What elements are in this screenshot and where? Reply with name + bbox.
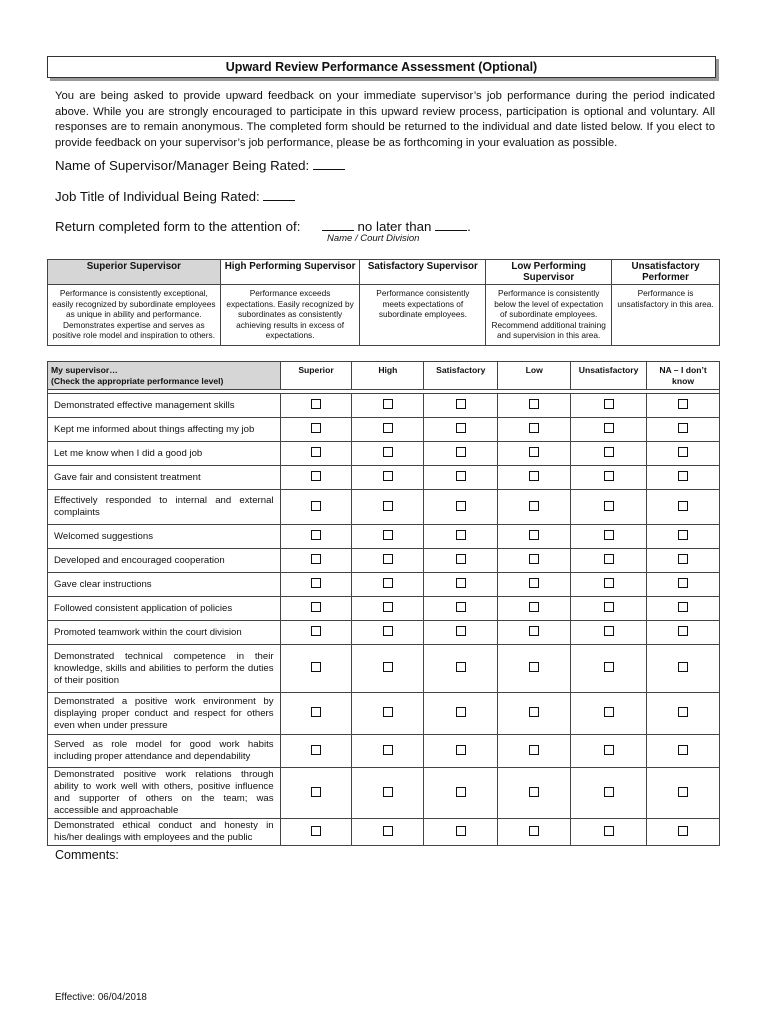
- rating-cell: [352, 418, 424, 442]
- rating-checkbox[interactable]: [311, 826, 321, 836]
- rating-checkbox[interactable]: [604, 662, 614, 672]
- return-to-label: Return completed form to the attention of:: [55, 219, 301, 234]
- job-title-blank[interactable]: [263, 189, 295, 201]
- table-row: [48, 394, 720, 418]
- rating-checkbox[interactable]: [604, 423, 614, 433]
- rating-cell: [352, 490, 424, 525]
- rating-cell: [280, 418, 352, 442]
- rating-cell: [647, 597, 720, 621]
- rating-cell: [352, 573, 424, 597]
- rating-cell: [498, 597, 571, 621]
- no-later-than-label: no later than: [357, 219, 432, 234]
- rating-cell: [352, 549, 424, 573]
- rating-checkbox[interactable]: [311, 707, 321, 717]
- rating-checkbox[interactable]: [383, 447, 393, 457]
- rating-checkbox[interactable]: [529, 662, 539, 672]
- rating-cell: [498, 645, 571, 693]
- rating-cell: [498, 768, 571, 819]
- job-title-label: Job Title of Individual Being Rated:: [55, 189, 260, 204]
- rating-checkbox[interactable]: [311, 447, 321, 457]
- rating-cell: [571, 394, 647, 418]
- rating-item-label: Effectively responded to internal and external complaints: [48, 490, 281, 525]
- table-row: [48, 490, 720, 525]
- rating-checkbox[interactable]: [311, 602, 321, 612]
- rating-item-label: Demonstrated positive work relations through ability to work well with others, positive influence and supporter of others on the team; was accessible and approachable: [48, 768, 281, 819]
- rating-checkbox[interactable]: [604, 745, 614, 755]
- rating-cell: [280, 645, 352, 693]
- rating-item-label: Let me know when I did a good job: [48, 442, 281, 466]
- rating-cell: [280, 621, 352, 645]
- rating-checkbox[interactable]: [456, 826, 466, 836]
- table-row: [48, 645, 720, 693]
- rating-checkbox[interactable]: [678, 471, 688, 481]
- rating-header-prompt: [48, 362, 281, 390]
- rating-cell: [280, 573, 352, 597]
- rating-cell: [424, 735, 498, 768]
- rating-cell: [647, 819, 720, 846]
- rating-cell: [571, 819, 647, 846]
- table-row: [48, 693, 720, 735]
- rating-checkbox[interactable]: [604, 501, 614, 511]
- rating-checkbox[interactable]: [456, 501, 466, 511]
- rating-cell: [424, 466, 498, 490]
- rating-checkbox[interactable]: [456, 554, 466, 564]
- form-title: Upward Review Performance Assessment (Optional): [47, 56, 716, 78]
- rating-checkbox[interactable]: [604, 626, 614, 636]
- rating-cell: [280, 525, 352, 549]
- rating-cell: [424, 819, 498, 846]
- rating-cell: [352, 466, 424, 490]
- rating-checkbox[interactable]: [604, 826, 614, 836]
- rating-checkbox[interactable]: [678, 787, 688, 797]
- rating-cell: [571, 573, 647, 597]
- rating-cell: [352, 525, 424, 549]
- rating-checkbox[interactable]: [529, 447, 539, 457]
- rating-cell: [352, 735, 424, 768]
- rating-checkbox[interactable]: [678, 602, 688, 612]
- rating-checkbox[interactable]: [383, 554, 393, 564]
- rating-column-1: High: [352, 362, 424, 390]
- rating-cell: [424, 442, 498, 466]
- rating-cell: [352, 394, 424, 418]
- rating-cell: [498, 573, 571, 597]
- rating-checkbox[interactable]: [678, 399, 688, 409]
- rating-cell: [424, 394, 498, 418]
- rating-checkbox[interactable]: [529, 423, 539, 433]
- rating-cell: [647, 573, 720, 597]
- rating-cell: [498, 418, 571, 442]
- rating-checkbox[interactable]: [383, 399, 393, 409]
- rating-checkbox[interactable]: [383, 626, 393, 636]
- rating-table: [47, 361, 720, 846]
- rating-checkbox[interactable]: [383, 471, 393, 481]
- rating-checkbox[interactable]: [529, 602, 539, 612]
- rating-header-line2: (Check the appropriate performance level): [51, 375, 224, 386]
- rating-checkbox[interactable]: [311, 662, 321, 672]
- rating-cell: [498, 442, 571, 466]
- rating-checkbox[interactable]: [311, 745, 321, 755]
- rating-cell: [571, 693, 647, 735]
- rating-checkbox[interactable]: [678, 447, 688, 457]
- rating-cell: [571, 525, 647, 549]
- rating-checkbox[interactable]: [383, 501, 393, 511]
- rating-checkbox[interactable]: [456, 447, 466, 457]
- table-row: [48, 549, 720, 573]
- rating-checkbox[interactable]: [529, 554, 539, 564]
- legend-header-1: High Performing Supervisor: [220, 260, 360, 285]
- rating-checkbox[interactable]: [456, 530, 466, 540]
- rating-item-label: Gave fair and consistent treatment: [48, 466, 281, 490]
- rating-checkbox[interactable]: [456, 423, 466, 433]
- rating-cell: [424, 597, 498, 621]
- rating-checkbox[interactable]: [456, 745, 466, 755]
- comments-label: Comments:: [55, 848, 119, 862]
- rating-cell: [647, 394, 720, 418]
- return-to-row: [55, 219, 471, 234]
- rating-checkbox[interactable]: [456, 787, 466, 797]
- rating-item-label: Promoted teamwork within the court division: [48, 621, 281, 645]
- return-sublabel: Name / Court Division: [327, 233, 420, 244]
- table-row: [48, 466, 720, 490]
- rating-checkbox[interactable]: [678, 745, 688, 755]
- rating-item-label: Kept me informed about things affecting my job: [48, 418, 281, 442]
- rating-item-label: Developed and encouraged cooperation: [48, 549, 281, 573]
- rating-cell: [280, 442, 352, 466]
- rating-cell: [498, 549, 571, 573]
- rating-checkbox[interactable]: [311, 530, 321, 540]
- rating-checkbox[interactable]: [311, 554, 321, 564]
- rating-checkbox[interactable]: [456, 471, 466, 481]
- rating-checkbox[interactable]: [529, 530, 539, 540]
- rating-column-5: NA – I don’t know: [647, 362, 720, 390]
- rating-cell: [647, 549, 720, 573]
- rating-cell: [647, 466, 720, 490]
- rating-checkbox[interactable]: [678, 662, 688, 672]
- rating-header-line1: My supervisor…: [51, 365, 118, 375]
- rating-cell: [280, 490, 352, 525]
- rating-cell: [571, 597, 647, 621]
- rating-cell: [352, 693, 424, 735]
- rating-checkbox[interactable]: [604, 554, 614, 564]
- rating-checkbox[interactable]: [678, 501, 688, 511]
- rating-legend-table: [47, 259, 720, 346]
- table-row: [48, 621, 720, 645]
- rating-checkbox[interactable]: [456, 399, 466, 409]
- table-row: [48, 442, 720, 466]
- rating-checkbox[interactable]: [678, 578, 688, 588]
- rating-cell: [571, 735, 647, 768]
- rating-checkbox[interactable]: [604, 471, 614, 481]
- rating-cell: [424, 573, 498, 597]
- rating-item-label: Welcomed suggestions: [48, 525, 281, 549]
- rating-cell: [498, 466, 571, 490]
- rating-item-label: Demonstrated effective management skills: [48, 394, 281, 418]
- rating-cell: [571, 768, 647, 819]
- rating-checkbox[interactable]: [311, 471, 321, 481]
- rating-cell: [280, 549, 352, 573]
- job-title-row: [55, 189, 295, 204]
- rating-cell: [647, 442, 720, 466]
- rating-cell: [352, 597, 424, 621]
- rating-cell: [352, 442, 424, 466]
- rating-cell: [571, 466, 647, 490]
- rating-checkbox[interactable]: [311, 399, 321, 409]
- rating-cell: [647, 693, 720, 735]
- rating-checkbox[interactable]: [604, 787, 614, 797]
- rating-checkbox[interactable]: [678, 626, 688, 636]
- rating-cell: [280, 819, 352, 846]
- rating-checkbox[interactable]: [383, 826, 393, 836]
- rating-cell: [280, 466, 352, 490]
- table-row: [48, 418, 720, 442]
- rating-checkbox[interactable]: [678, 826, 688, 836]
- legend-header-3: Low Performing Supervisor: [486, 260, 612, 285]
- rating-cell: [424, 693, 498, 735]
- rating-cell: [498, 490, 571, 525]
- legend-header-2: Satisfactory Supervisor: [360, 260, 486, 285]
- rating-cell: [647, 768, 720, 819]
- rating-checkbox[interactable]: [456, 578, 466, 588]
- rating-cell: [424, 621, 498, 645]
- legend-description-0: Performance is consistently exceptional, easily recognized by subordinate employees as unique in ability and performance. Demonstrates expertise and serves as positive role model and inspiration to others.: [48, 285, 221, 346]
- return-to-blank[interactable]: [322, 219, 354, 231]
- rating-cell: [571, 549, 647, 573]
- rating-checkbox[interactable]: [311, 626, 321, 636]
- table-row: [48, 597, 720, 621]
- rating-cell: [424, 645, 498, 693]
- rating-checkbox[interactable]: [529, 501, 539, 511]
- rating-checkbox[interactable]: [456, 707, 466, 717]
- rating-item-label: Demonstrated ethical conduct and honesty in his/her dealings with employees and the public: [48, 819, 281, 846]
- rating-cell: [352, 621, 424, 645]
- rating-checkbox[interactable]: [383, 662, 393, 672]
- supervisor-name-label: Name of Supervisor/Manager Being Rated:: [55, 158, 310, 173]
- legend-description-1: Performance exceeds expectations. Easily recognized by subordinates as consistently achieving results in excess of expectations.: [220, 285, 360, 346]
- table-row: [48, 573, 720, 597]
- rating-cell: [280, 693, 352, 735]
- table-row: [48, 525, 720, 549]
- rating-checkbox[interactable]: [678, 707, 688, 717]
- intro-paragraph: You are being asked to provide upward feedback on your immediate supervisor’s job performance during the period indicated above. While you are strongly encouraged to participate in this upward review process, participation is optional and voluntary. All responses are to remain anonymous. The completed form should be returned to the individual and date listed below. If you elect to provide feedback on your supervisor’s job performance, please be as forthcoming in your evaluation as possible.: [55, 90, 715, 149]
- rating-cell: [424, 768, 498, 819]
- rating-checkbox[interactable]: [604, 578, 614, 588]
- rating-checkbox[interactable]: [604, 447, 614, 457]
- rating-cell: [498, 735, 571, 768]
- rating-checkbox[interactable]: [383, 602, 393, 612]
- rating-cell: [280, 394, 352, 418]
- rating-checkbox[interactable]: [383, 530, 393, 540]
- rating-checkbox[interactable]: [678, 530, 688, 540]
- rating-checkbox[interactable]: [311, 423, 321, 433]
- rating-checkbox[interactable]: [529, 471, 539, 481]
- supervisor-name-row: [55, 158, 345, 173]
- rating-cell: [498, 621, 571, 645]
- rating-item-label: Served as role model for good work habits including proper attendance and dependability: [48, 735, 281, 768]
- rating-checkbox[interactable]: [529, 578, 539, 588]
- rating-cell: [280, 768, 352, 819]
- legend-description-4: Performance is unsatisfactory in this area.: [612, 285, 720, 346]
- rating-cell: [280, 597, 352, 621]
- rating-checkbox[interactable]: [456, 662, 466, 672]
- legend-description-3: Performance is consistently below the level of expectation of subordinate employees. Recommend additional training and supervision in this area.: [486, 285, 612, 346]
- rating-cell: [424, 549, 498, 573]
- rating-checkbox[interactable]: [604, 530, 614, 540]
- rating-cell: [352, 768, 424, 819]
- rating-checkbox[interactable]: [529, 399, 539, 409]
- rating-checkbox[interactable]: [383, 707, 393, 717]
- rating-cell: [571, 621, 647, 645]
- period-mark: .: [467, 219, 471, 234]
- rating-cell: [424, 525, 498, 549]
- rating-cell: [571, 418, 647, 442]
- rating-checkbox[interactable]: [456, 626, 466, 636]
- rating-checkbox[interactable]: [383, 423, 393, 433]
- rating-checkbox[interactable]: [311, 501, 321, 511]
- legend-header-0: Superior Supervisor: [48, 260, 221, 285]
- rating-checkbox[interactable]: [529, 626, 539, 636]
- rating-cell: [647, 418, 720, 442]
- rating-checkbox[interactable]: [311, 787, 321, 797]
- rating-checkbox[interactable]: [604, 602, 614, 612]
- rating-checkbox[interactable]: [604, 707, 614, 717]
- rating-checkbox[interactable]: [678, 423, 688, 433]
- rating-cell: [424, 418, 498, 442]
- rating-column-4: Unsatisfactory: [571, 362, 647, 390]
- rating-cell: [498, 693, 571, 735]
- legend-description-2: Performance consistently meets expectations of subordinate employees.: [360, 285, 486, 346]
- rating-cell: [571, 442, 647, 466]
- rating-cell: [571, 490, 647, 525]
- rating-cell: [498, 819, 571, 846]
- rating-checkbox[interactable]: [383, 578, 393, 588]
- rating-item-label: Demonstrated a positive work environment by displaying proper conduct and respect for others even when under pressure: [48, 693, 281, 735]
- rating-cell: [352, 645, 424, 693]
- return-date-blank[interactable]: [435, 219, 467, 231]
- rating-cell: [647, 645, 720, 693]
- rating-checkbox[interactable]: [678, 554, 688, 564]
- rating-column-3: Low: [498, 362, 571, 390]
- rating-checkbox[interactable]: [529, 745, 539, 755]
- rating-cell: [424, 490, 498, 525]
- rating-cell: [647, 621, 720, 645]
- effective-date: Effective: 06/04/2018: [55, 992, 147, 1003]
- rating-item-label: Demonstrated technical competence in their knowledge, skills and abilities to perform the duties of their position: [48, 645, 281, 693]
- rating-checkbox[interactable]: [311, 578, 321, 588]
- rating-cell: [280, 735, 352, 768]
- rating-cell: [498, 394, 571, 418]
- rating-column-0: Superior: [280, 362, 352, 390]
- rating-cell: [647, 525, 720, 549]
- table-row: [48, 735, 720, 768]
- rating-checkbox[interactable]: [529, 787, 539, 797]
- rating-checkbox[interactable]: [383, 745, 393, 755]
- rating-item-label: Gave clear instructions: [48, 573, 281, 597]
- table-row: [48, 819, 720, 846]
- rating-cell: [352, 819, 424, 846]
- rating-item-label: Followed consistent application of policies: [48, 597, 281, 621]
- rating-checkbox[interactable]: [604, 399, 614, 409]
- rating-checkbox[interactable]: [383, 787, 393, 797]
- rating-cell: [571, 645, 647, 693]
- supervisor-name-blank[interactable]: [313, 158, 345, 170]
- table-row: [48, 768, 720, 819]
- rating-checkbox[interactable]: [456, 602, 466, 612]
- rating-cell: [647, 490, 720, 525]
- rating-checkbox[interactable]: [529, 707, 539, 717]
- legend-header-4: Unsatisfactory Performer: [612, 260, 720, 285]
- rating-cell: [498, 525, 571, 549]
- rating-checkbox[interactable]: [529, 826, 539, 836]
- rating-column-2: Satisfactory: [424, 362, 498, 390]
- rating-cell: [647, 735, 720, 768]
